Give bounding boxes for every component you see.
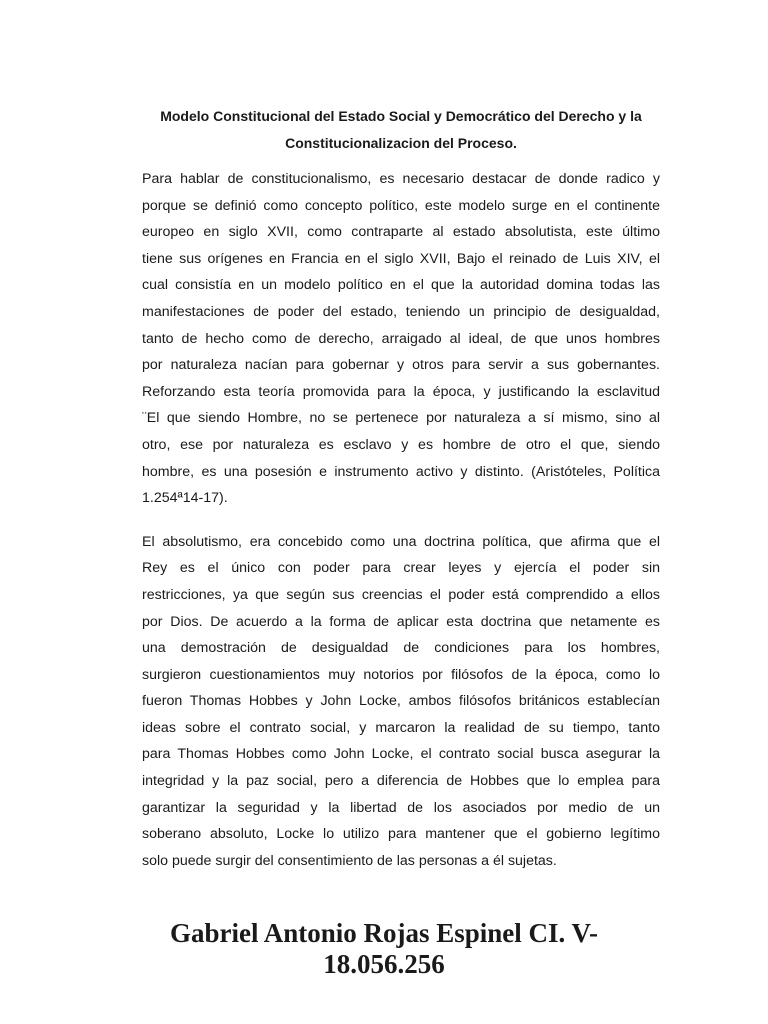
text-line: tiene sus orígenes en Francia en el siglo XVII, Bajo el reinado de Luis XIV, el	[142, 250, 660, 267]
text-line: garantizar la seguridad y la libertad de los asociados por medio de un	[142, 799, 660, 816]
text-line: Para hablar de constitucionalismo, es necesario destacar de donde radico y	[142, 171, 660, 187]
text-line: europeo en siglo XVII, como contraparte al estado absolutista, este último	[142, 224, 660, 241]
text-line: fueron Thomas Hobbes y John Locke, ambos filósofos británicos establecían	[142, 693, 660, 710]
document-page	[142, 103, 660, 891]
document-title	[142, 103, 660, 157]
title-line-1: Modelo Constitucional del Estado Social y Democrático del Derecho y la	[160, 108, 642, 124]
text-line: porque se definió como concepto político, este modelo surge en el continente	[142, 197, 660, 214]
text-line: hombre, es una posesión e instrumento activo y distinto. (Aristóteles, Política	[142, 463, 660, 480]
title-line-2: Constitucionalizacion del Proceso.	[285, 135, 517, 151]
paragraph-1	[142, 166, 660, 512]
text-line: soberano absoluto, Locke lo utilizo para mantener que el gobierno legítimo	[142, 826, 660, 843]
text-line: otro, ese por naturaleza es esclavo y es hombre de otro el que, siendo	[142, 436, 660, 453]
paragraph-2	[142, 529, 660, 875]
text-line: por Dios. De acuerdo a la forma de aplicar esta doctrina que netamente es	[142, 613, 660, 630]
text-line: Rey es el único con poder para crear leyes y ejercía el poder sin	[142, 560, 660, 577]
text-line: una demostración de desigualdad de condiciones para los hombres,	[142, 640, 660, 657]
author-signature-line	[0, 918, 768, 980]
text-line: 1.254ª14-17).	[142, 490, 228, 507]
text-line: surgieron cuestionamientos muy notorios por filósofos de la época, como lo	[142, 666, 660, 683]
text-line: restricciones, ya que según sus creencias el poder está comprendido a ellos	[142, 586, 660, 603]
text-line: ¨El que siendo Hombre, no se pertenece por naturaleza a sí mismo, sino al	[142, 410, 660, 427]
author-id-line: 18.056.256	[323, 949, 445, 979]
text-line: Reforzando esta teoría promovida para la época, y justificando la esclavitud	[142, 383, 660, 400]
text-line: ideas sobre el contrato social, y marcaron la realidad de su tiempo, tanto	[142, 719, 660, 736]
author-name-line: Gabriel Antonio Rojas Espinel CI. V-	[169, 918, 599, 948]
text-line: integridad y la paz social, pero a diferencia de Hobbes que lo emplea para	[142, 773, 660, 790]
text-line: para Thomas Hobbes como John Locke, el contrato social busca asegurar la	[142, 746, 660, 763]
text-line: cual consistía en un modelo político en el que la autoridad domina todas las	[142, 277, 660, 294]
text-line: El absolutismo, era concebido como una doctrina política, que afirma que el	[142, 533, 660, 550]
text-line: por naturaleza nacían para gobernar y otros para servir a sus gobernantes.	[142, 357, 660, 374]
text-line: manifestaciones de poder del estado, teniendo un principio de desigualdad,	[142, 303, 660, 320]
text-line: solo puede surgir del consentimiento de las personas a él sujetas.	[142, 852, 557, 869]
text-line: tanto de hecho como de derecho, arraigado al ideal, de que unos hombres	[142, 330, 660, 347]
